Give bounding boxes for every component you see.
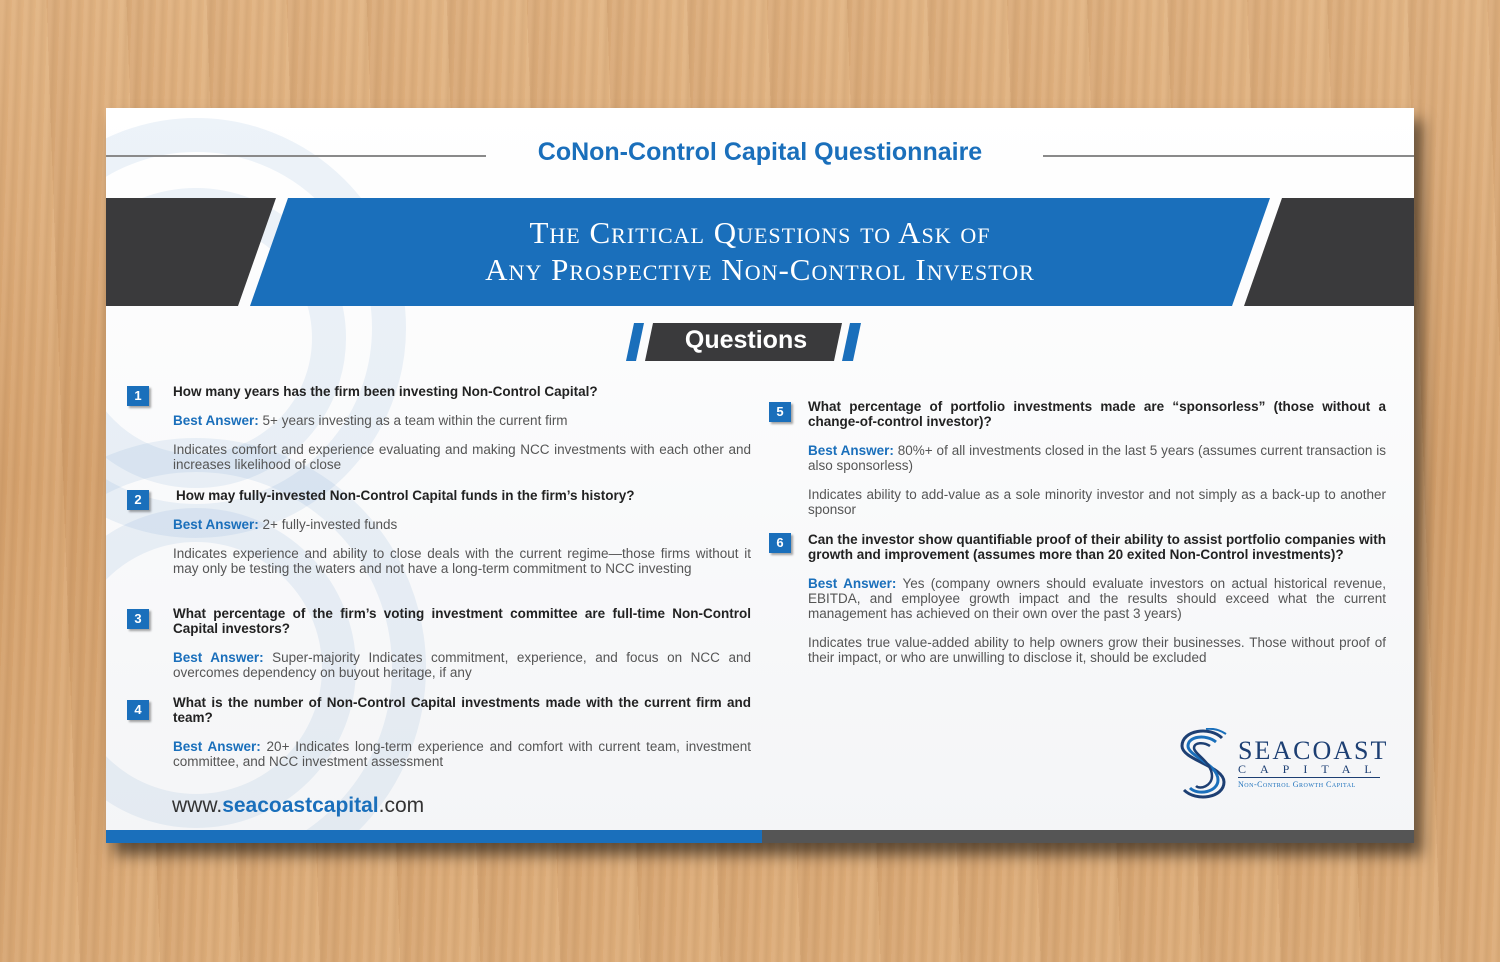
question-text: What percentage of portfolio investments made are “sponsorless” (those without a change-of-control investor)? <box>808 399 1386 429</box>
question-item-2 <box>173 488 751 576</box>
page-title: CoNon-Control Capital Questionnaire <box>537 138 983 166</box>
question-number-badge: 6 <box>769 533 791 553</box>
best-answer-text: 5+ years investing as a team within the current firm <box>262 413 568 428</box>
footer-bar-grey <box>762 830 1414 843</box>
website-prefix: www. <box>172 794 223 817</box>
question-number-badge: 2 <box>127 490 149 510</box>
logo-subtitle: CAPITAL <box>1238 762 1386 776</box>
questions-label: Questions <box>684 326 808 354</box>
best-answer-label: Best Answer: <box>173 739 261 754</box>
best-answer-text: Super-majority Indicates commitment, experience, and focus on NCC and overcomes dependency on buyout heritage, if any <box>173 650 751 680</box>
questions-tab <box>626 323 866 361</box>
question-number-badge: 3 <box>127 609 149 629</box>
question-number-badge: 4 <box>127 700 149 720</box>
best-answer-label: Best Answer: <box>173 413 259 428</box>
best-answer-text: 20+ Indicates long-term experience and comfort with current team, investment committee, and NCC investment assessment <box>173 739 751 769</box>
question-item-6 <box>808 532 1386 665</box>
answer-note: Indicates comfort and experience evaluating and making NCC investments with each other and increases likelihood of close <box>173 442 751 472</box>
best-answer <box>173 517 751 532</box>
questionnaire-sheet <box>106 108 1414 843</box>
best-answer-text: Yes (company owners should evaluate investors on actual historical revenue, EBITDA, and employee growth impact and the results should exceed what the current management has achieved on their own over the past 3 years) <box>808 576 1386 621</box>
website-domain: seacoastcapital <box>222 794 379 817</box>
best-answer-label: Best Answer: <box>173 650 264 665</box>
best-answer-text: 80%+ of all investments closed in the last 5 years (assumes current transaction is also sponsorless) <box>808 443 1386 473</box>
headline-line-2: Any Prospective Non-Control Investor <box>485 252 1035 287</box>
headline-banner <box>106 198 1414 306</box>
seacoast-logo <box>1176 726 1388 804</box>
question-number-badge: 1 <box>127 386 149 406</box>
headline-line-1: The Critical Questions to Ask of <box>529 215 991 250</box>
question-item-5 <box>808 399 1386 517</box>
headline-text <box>106 214 1414 288</box>
question-item-4 <box>173 695 751 769</box>
answer-note: Indicates ability to add-value as a sole minority investor and not simply as a back-up to another sponsor <box>808 487 1386 517</box>
question-item-3 <box>173 606 751 680</box>
best-answer-label: Best Answer: <box>808 443 894 458</box>
question-item-1 <box>173 384 751 472</box>
seacoast-s-icon <box>1176 728 1232 802</box>
best-answer <box>173 650 751 680</box>
logo-name: SEACOAST <box>1238 736 1389 765</box>
best-answer-text: 2+ fully-invested funds <box>262 517 398 532</box>
question-text: What is the number of Non-Control Capital investments made with the current firm and team? <box>173 695 751 725</box>
website-link[interactable] <box>172 794 424 818</box>
best-answer-label: Best Answer: <box>808 576 897 591</box>
best-answer <box>173 739 751 769</box>
logo-divider <box>1238 777 1380 778</box>
best-answer <box>808 443 1386 473</box>
best-answer-label: Best Answer: <box>173 517 259 532</box>
question-text: Can the investor show quantifiable proof of their ability to assist portfolio companies with growth and improvement (assumes more than 20 exited Non-Control investments)? <box>808 532 1386 562</box>
answer-note: Indicates true value-added ability to help owners grow their businesses. Those without proof of their impact, or who are unwilling to disclose it, should be excluded <box>808 635 1386 665</box>
question-number-badge: 5 <box>769 402 791 422</box>
website-suffix: .com <box>378 794 425 817</box>
best-answer <box>173 413 751 428</box>
answer-note: Indicates experience and ability to close deals with the current regime—those firms without it may only be testing the waters and not have a long-term commitment to NCC investing <box>173 546 751 576</box>
footer-bar-blue <box>106 830 762 843</box>
best-answer <box>808 576 1386 621</box>
question-text: What percentage of the firm’s voting investment committee are full-time Non-Control Capital investors? <box>173 606 751 636</box>
question-text: How may fully-invested Non-Control Capital funds in the firm’s history? <box>176 488 635 503</box>
question-text: How many years has the firm been investing Non-Control Capital? <box>173 384 598 399</box>
logo-tagline: Non-Control Growth Capital <box>1238 780 1356 789</box>
